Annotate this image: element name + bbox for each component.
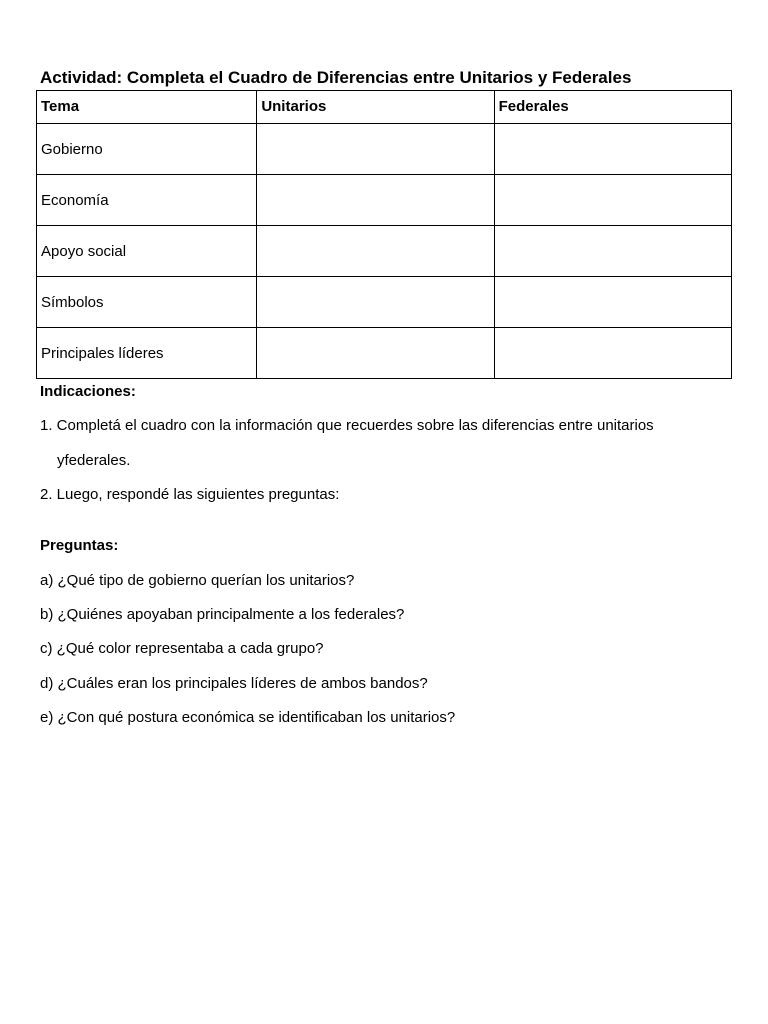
table-row — [37, 124, 732, 175]
pregunta-c: c) ¿Qué color representaba a cada grupo? — [40, 640, 324, 657]
indicaciones-title: Indicaciones: — [40, 383, 136, 400]
row-topic: Economía — [37, 175, 257, 226]
row-topic: Principales líderes — [37, 328, 257, 379]
table-header-row — [37, 91, 732, 124]
pregunta-e: e) ¿Con qué postura económica se identificaban los unitarios? — [40, 709, 456, 726]
row-topic: Símbolos — [37, 277, 257, 328]
header-unitarios: Unitarios — [257, 91, 494, 124]
indicacion-1-line-1: 1. Completá el cuadro con la información que recuerdes sobre las diferencias entre unitarios — [40, 417, 654, 434]
cell-federales[interactable] — [494, 328, 731, 379]
cell-unitarios[interactable] — [257, 328, 494, 379]
cell-unitarios[interactable] — [257, 277, 494, 328]
cell-federales[interactable] — [494, 226, 731, 277]
row-topic: Apoyo social — [37, 226, 257, 277]
table-row — [37, 328, 732, 379]
page-title: Actividad: Completa el Cuadro de Diferencias entre Unitarios y Federales — [40, 68, 632, 87]
table-row — [37, 226, 732, 277]
table-row — [37, 277, 732, 328]
cell-federales[interactable] — [494, 277, 731, 328]
cell-federales[interactable] — [494, 124, 731, 175]
header-federales: Federales — [494, 91, 731, 124]
pregunta-d: d) ¿Cuáles eran los principales líderes de ambos bandos? — [40, 675, 428, 692]
cell-unitarios[interactable] — [257, 226, 494, 277]
cell-federales[interactable] — [494, 175, 731, 226]
header-tema: Tema — [37, 91, 257, 124]
table-row — [37, 175, 732, 226]
indicacion-2: 2. Luego, respondé las siguientes preguntas: — [40, 486, 340, 503]
pregunta-a: a) ¿Qué tipo de gobierno querían los unitarios? — [40, 572, 355, 589]
row-topic: Gobierno — [37, 124, 257, 175]
preguntas-title: Preguntas: — [40, 537, 119, 554]
cell-unitarios[interactable] — [257, 175, 494, 226]
cell-unitarios[interactable] — [257, 124, 494, 175]
pregunta-b: b) ¿Quiénes apoyaban principalmente a los federales? — [40, 606, 405, 623]
differences-table — [36, 90, 732, 379]
indicacion-1-line-2: yfederales. — [57, 452, 131, 469]
